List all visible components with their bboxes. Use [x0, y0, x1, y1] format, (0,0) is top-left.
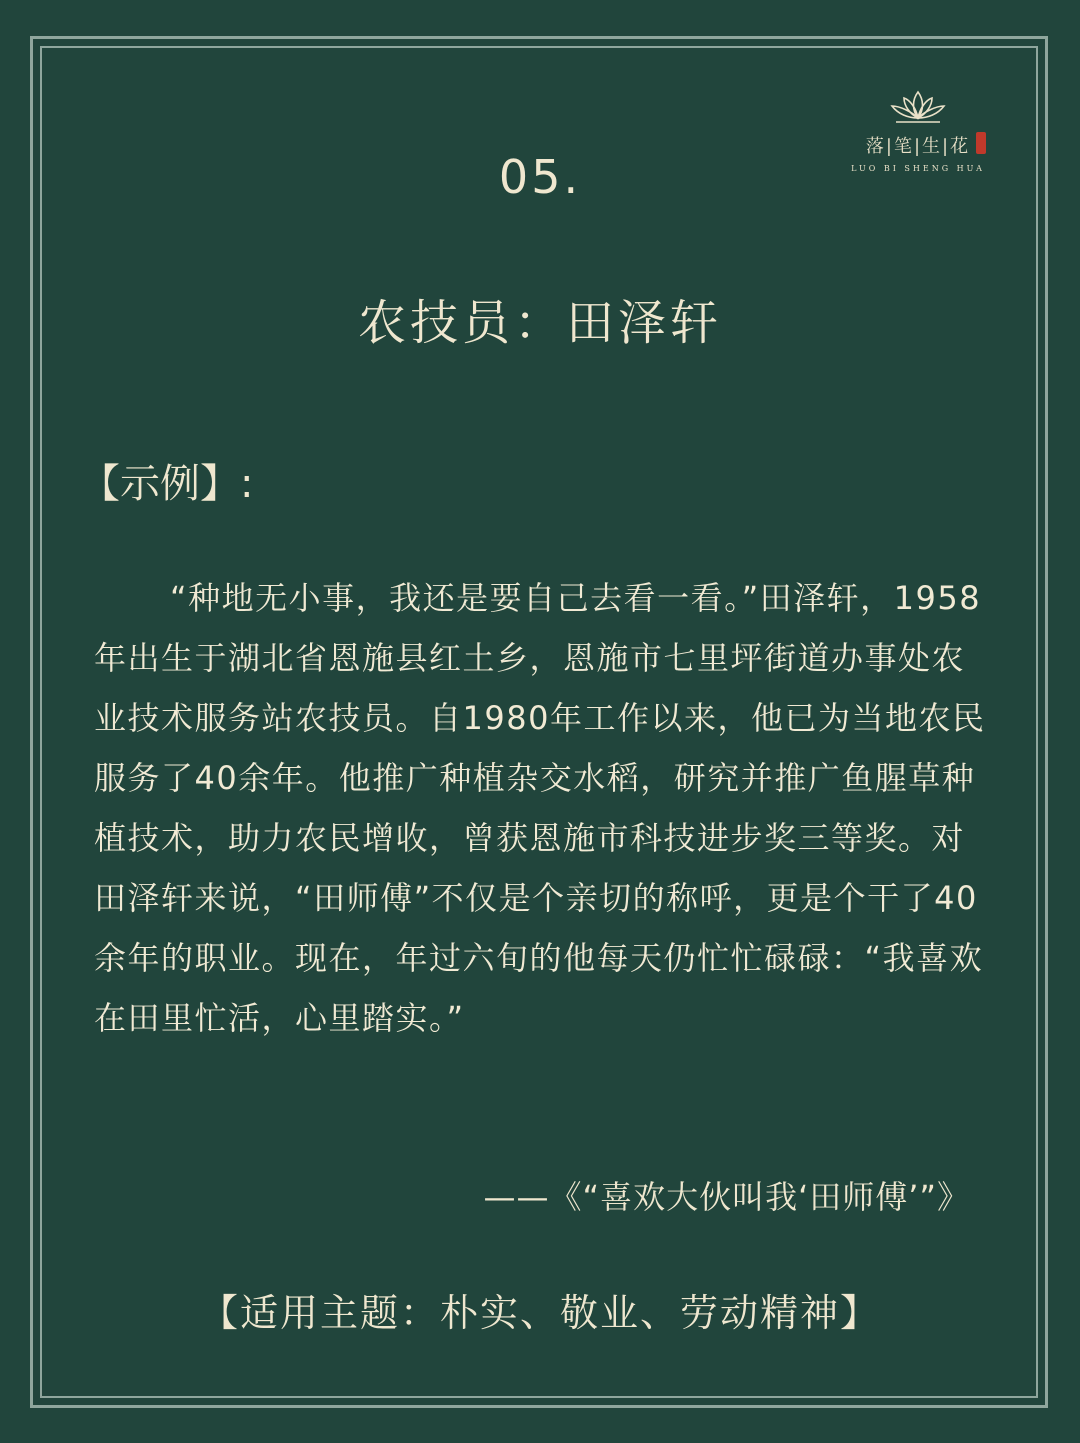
section-number: 05.	[498, 150, 582, 204]
example-body-text: “种地无小事，我还是要自己去看一看。”田泽轩，1958年出生于湖北省恩施县红土乡，恩施市七里坪街道办事处农业技术服务站农技员。自1980年工作以来，他已为当地农民服务了40余年。他推广种植杂交水稻，研究并推广鱼腥草种植技术，助力农民增收，曾获恩施市科技进步奖三等奖。对田泽轩来说，“田师傅”不仅是个亲切的称呼，更是个干了40余年的职业。现在，年过六旬的他每天仍忙忙碌碌：“我喜欢在田里忙活，心里踏实。”	[94, 579, 986, 1037]
example-label: 【示例】:	[80, 461, 254, 507]
lotus-icon	[886, 88, 950, 128]
page-title: 农技员：田泽轩	[357, 295, 722, 351]
applicable-themes: 【适用主题：朴实、敬业、劳动精神】	[199, 1291, 880, 1335]
source-citation: ——《“喜欢大伙叫我‘田师傅’”》	[483, 1178, 970, 1216]
logo-chinese-text: 落|笔|生|花	[865, 136, 971, 157]
logo-english-name: LUO BI SHENG HUA	[851, 164, 985, 173]
